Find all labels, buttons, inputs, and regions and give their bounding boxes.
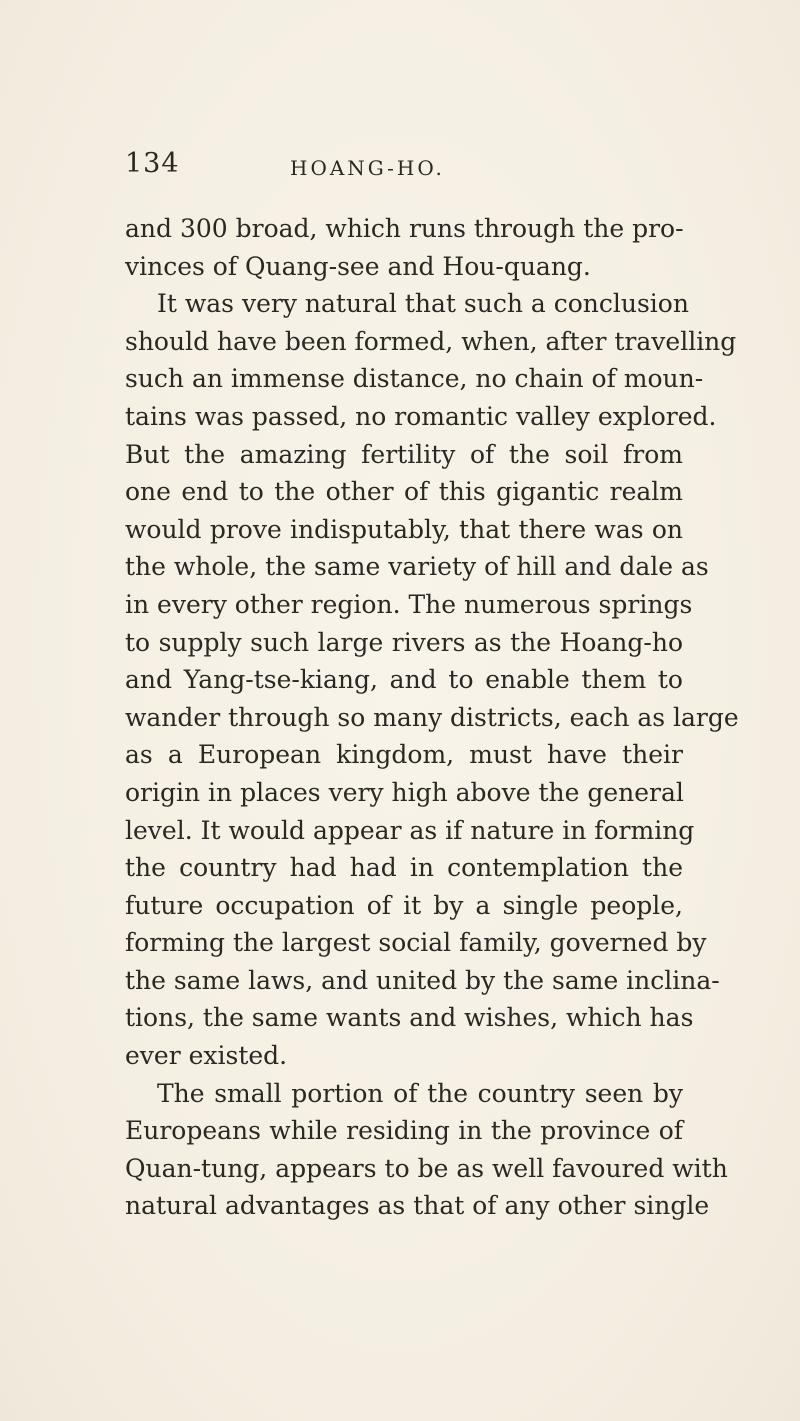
text-line: the same laws, and united by the same inclina- <box>125 965 720 995</box>
text-line: level. It would appear as if nature in forming <box>125 815 695 845</box>
text-line: would prove indisputably, that there was on <box>125 514 683 544</box>
text-line: origin in places very high above the general <box>125 777 684 807</box>
text-line: one end to the other of this gigantic realm <box>125 477 683 507</box>
page-header <box>0 148 800 188</box>
text-line: forming the largest social family, governed by <box>125 928 707 958</box>
running-head: HOANG-HO. <box>290 156 445 180</box>
text-line: should have been formed, when, after travelling <box>125 326 737 356</box>
text-line: natural advantages as that of any other single <box>125 1191 710 1221</box>
text-line: The small portion of the country seen by <box>157 1078 683 1108</box>
text-line: such an immense distance, no chain of moun- <box>125 364 704 394</box>
text-line: ever existed. <box>125 1041 288 1071</box>
text-line: tains was passed, no romantic valley explored. <box>125 401 717 431</box>
text-line: tions, the same wants and wishes, which has <box>125 1003 694 1033</box>
text-line: the whole, the same variety of hill and dale as <box>125 552 709 582</box>
text-line: It was very natural that such a conclusion <box>157 289 689 319</box>
page-number: 134 <box>125 148 180 179</box>
body-text <box>125 210 739 1225</box>
text-line: Europeans while residing in the province of <box>125 1116 683 1146</box>
text-line: and 300 broad, which runs through the pro- <box>125 214 684 243</box>
text-line: future occupation of it by a single people, <box>125 890 683 920</box>
text-line: in every other region. The numerous springs <box>125 589 693 619</box>
text-line: the country had had in contemplation the <box>125 853 683 883</box>
text-line: to supply such large rivers as the Hoang-ho <box>125 627 683 657</box>
text-line: wander through so many districts, each as large <box>125 702 739 732</box>
text-line: Quan-tung, appears to be as well favoured with <box>125 1153 728 1183</box>
text-line: But the amazing fertility of the soil from <box>125 439 683 469</box>
text-line: and Yang-tse-kiang, and to enable them to <box>125 665 683 695</box>
text-line: vinces of Quang-see and Hou-quang. <box>125 251 591 281</box>
text-line: as a European kingdom, must have their <box>125 740 683 770</box>
